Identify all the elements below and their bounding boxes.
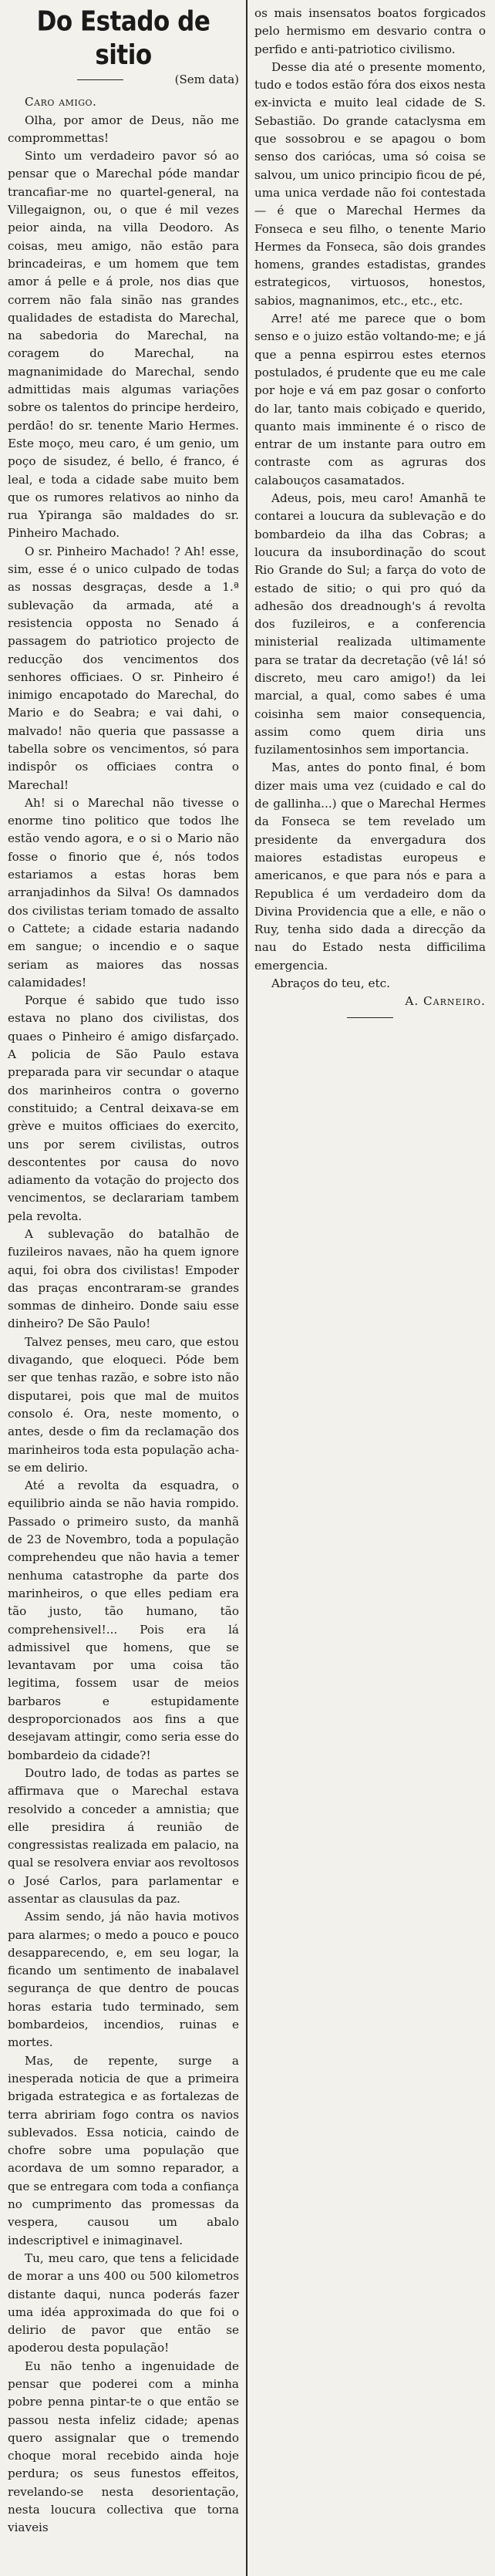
paragraph: O sr. Pinheiro Machado! ? Ah! esse, sim, esse é o unico culpado de todas as nossas desgraças, desde a 1.ª sublevação da armada, até a resistencia opposta no Senado á passagem do patriotico projecto de reducção dos vencimentos dos senhores officiaes. O sr. Pinheiro é inimigo encapotado do Marechal, do Mario e do Seabra; e vai dahi, o malvado! não queria que passasse a tabella sobre os vencimentos, só para indispôr os officiaes contra o Marechal! [8, 544, 239, 792]
paragraph: A sublevação do batalhão de fuzileiros navaes, não ha quem ignore aqui, foi obra dos civilistas! Empoder das praças encontraram-se grandes sommas de dinheiro. Donde saiu esse dinheiro? De São Paulo! [8, 1227, 239, 1331]
signature: A. Carneiro. [405, 994, 486, 1009]
left-paragraphs [8, 112, 239, 2537]
right-column [254, 5, 486, 1018]
paragraph: Ah! si o Marechal não tivesse o enorme tino politico que todos lhe estão vendo agora, e o si o Mario não fosse o finorio que é, nós todos estariamos a estas horas bem arranjadinhos da Silva! Os damnados dos civilistas teriam tomado de assalto o Cattete; a cidade estaria nadando em sangue; o incendio e o saque seriam as maiores das nossas calamidades! [8, 795, 239, 990]
paragraph: Eu não tenho a ingenuidade de pensar que poderei com a minha pobre penna pintar-te o que então se passou nesta infeliz cidade; apenas quero assignalar que o tremendo choque moral recebido ainda hoje perdura; os seus funestos effeitos, revelando-se nesta desorientação, nesta loucura collectiva que torna viaveis [8, 2359, 239, 2535]
paragraph: Até a revolta da esquadra, o equilibrio ainda se não havia rompido. Passado o primeiro susto, da manhã de 23 de Novembro, toda a população comprehendeu que não havia a temer nenhuma catastrophe da parte dos marinheiros, o que elles pediam era tão justo, tão humano, tão comprehensivel!... Pois era lá admissivel que homens, que se levantavam por uma coisa tão legitima, fossem usar de meios barbaros e estupidamente desproporcionados aos fins a que desejavam attingir, como seria esse do bombardeio da cidade?! [8, 1479, 239, 1762]
paragraph: Desse dia até o presente momento, tudo e todos estão fóra dos eixos nesta ex-invicta e muito leal cidade de S. Sebastião. Do grande cataclysma em que sossobrou e se apagou o bom senso dos cariócas, uma só coisa se salvou, um unico principio ficou de pé, uma unica verdade não foi contestada — é que o Marechal Hermes da Fonseca e seu filho, o tenente Mario Hermes da Fonseca, são dois grandes homens, grandes estadistas, grandes estrategicos, virtuosos, honestos, sabios, magnanimos, etc., etc., etc. [254, 59, 486, 308]
paragraph: Abraços do teu, etc. [271, 976, 390, 991]
title-rule [77, 79, 123, 80]
paragraph: Talvez penses, meu caro, que estou divagando, que eloqueci. Póde bem ser que tenhas razão, e sobre isto não disputarei, pois que mal de muitos consolo é. Ora, neste momento, o antes, desde o fim da reclamação dos marinheiros toda esta população acha-se em delirio. [8, 1334, 239, 1475]
paragraph: Doutro lado, de todas as partes se affirmava que o Marechal estava resolvido a conceder a amnistia; que elle presidira á reunião de congressistas realizada em palacio, na qual se resolvera enviar aos revoltosos o José Carlos, para parlamentar e assentar as clausulas da paz. [8, 1765, 239, 1906]
date-note: (Sem data) [174, 72, 239, 86]
end-rule [347, 1017, 393, 1018]
paragraph: Arre! até me parece que o bom senso e o juizo estão voltando-me; e já que a penna espirrou estes eternos postulados, é prudente que eu me cale por hoje e vá em paz gosar o conforto do lar, tanto mais cobiçado e querido, quanto mais imminente é o risco de entrar de um instante para outro em contraste com as agruras dos calabouços casamatados. [254, 312, 486, 487]
paragraph: os mais insensatos boatos forgicados pelo hermismo em desvario contra o perfido e anti-patriotico civilismo. [254, 6, 486, 56]
paragraph: Porque é sabido que tudo isso estava no plano dos civilistas, dos quaes o Pinheiro é amigo disfarçado. A policia de São Paulo estava preparada para vir secundar o ataque dos marinheiros contra o governo constituido; a Central deixava-se em grève e muitos officiaes do exercito, uns por serem civilistas, outros descontentes por causa do novo adiamento da votação do projecto dos vencimentos, se declarariam tambem pela revolta. [8, 993, 239, 1223]
paragraph: Tu, meu caro, que tens a felicidade de morar a uns 400 ou 500 kilometros distante daqui, nunca poderás fazer uma idéa approximada do que foi o delirio de pavor que então se apoderou desta população! [8, 2251, 239, 2355]
paragraph: Adeus, pois, meu caro! Amanhã te contarei a loucura da sublevação e do bombardeio da ilha das Cobras; a loucura da insubordinação do scout Rio Grande do Sul; a farça do voto de estado de sitio; o qui pro quó da adhesão dos dreadnough's á revolta dos fuzileiros, e a conferencia ministerial realizada ultimamente para se tratar da decretação (vê lá! só discreto, meu caro amigo!) da lei marcial, a qual, como sabes é uma coisinha sem maior consequencia, assim como quem diria uns fuzilamentosinhos sem importancia. [254, 491, 486, 757]
salutation: Caro amigo. [25, 95, 97, 110]
paragraph: Sinto um verdadeiro pavor só ao pensar que o Marechal póde mandar trancafiar-me no quartel-general, na Villegaignon, ou, o que é mil vezes peior ainda, na villa Deodoro. As coisas, meu amigo, não estão para brincadeiras, e um homem que tem amor á pelle e á prole, nos dias que correm não fala sinão nas grandes qualidades de estadista do Marechal, na sabedoria do Marechal, na coragem do Marechal, na magnanimidade do Marechal, sendo admittidas mais algumas variações sobre os talentos do principe herdeiro, perdão! do sr. tenente Mario Hermes. Este moço, meu caro, é um genio, um poço de sisudez, é bello, é franco, é leal, e toda a cidade sabe muito bem que os rumores relativos ao ninho da rua Ypiranga são maldades do sr. Pinheiro Machado. [8, 149, 239, 541]
article-title: Do Estado de sitio [36, 5, 210, 72]
left-column [8, 5, 239, 2537]
paragraph: Mas, antes do ponto final, é bom dizer mais uma vez (cuidado e cal do de gallinha...) que o Marechal Hermes da Fonseca se tem revelado um presidente da envergadura dos maiores estadistas europeus e americanos, e que para nós e para a Republica é um verdadeiro dom da Divina Providencia que a elle, e não o Ruy, tenha sido dada a direcção da nau do Estado nesta difficilima emergencia. [254, 760, 486, 973]
column-divider [246, 0, 248, 2576]
dateline [8, 71, 239, 89]
paragraph: Assim sendo, já não havia motivos para alarmes; o medo a pouco e pouco desapparecendo, e, em seu logar, la ficando um sentimento de inabalavel segurança de que dentro de poucas horas estaria tudo terminado, sem bombardeios, incendios, ruinas e mortes. [8, 1910, 239, 2050]
paragraph: Olha, por amor de Deus, não me comprommettas! [8, 113, 239, 145]
paragraph: Mas, de repente, surge a inesperada noticia de que a primeira brigada estrategica e as fortalezas de terra abririam fogo contra os navios sublevados. Essa noticia, caindo de chofre sobre uma população que acordava de um somno reparador, a que se entregara com toda a confiança no cumprimento das promessas da vespera, causou um abalo indescriptivel e inimaginavel. [8, 2053, 239, 2247]
